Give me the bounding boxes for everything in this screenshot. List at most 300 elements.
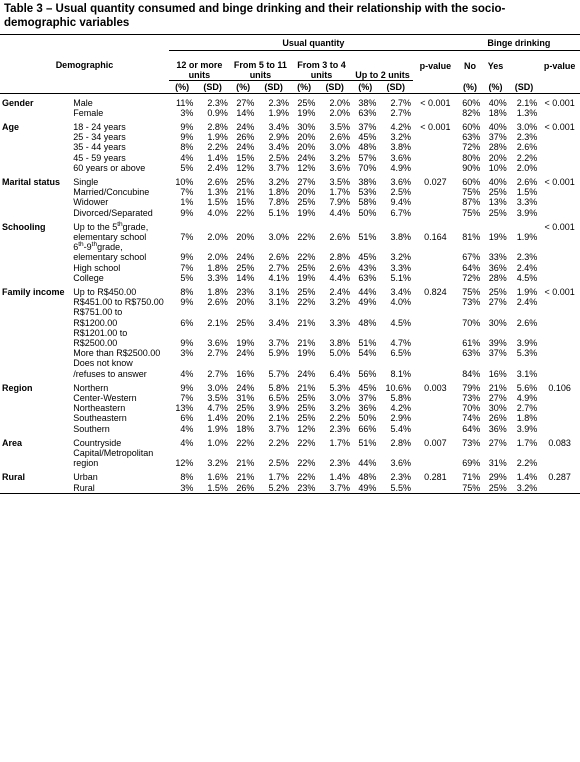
value-cell: 22% (236, 207, 255, 218)
value-cell: 2.0% (207, 231, 228, 242)
value-cell: 3.0% (268, 231, 289, 242)
value-cell: 2.3% (329, 458, 350, 469)
value-cell: 1.7% (516, 437, 538, 448)
category-cell (0, 163, 71, 173)
value-cell: 3.4% (390, 286, 412, 297)
value-cell: 6.7% (390, 207, 412, 218)
table-row (0, 173, 580, 187)
table-row (0, 263, 580, 273)
col-12more-header: 12 or more units (169, 51, 230, 81)
table-row (0, 273, 580, 283)
value-cell: 1.8% (516, 413, 538, 424)
value-cell: 1.8% (268, 187, 289, 198)
value-cell: 1.4% (207, 413, 228, 424)
value-cell: 9% (180, 252, 194, 263)
demographic-header: Demographic (55, 60, 114, 71)
value-cell (539, 132, 580, 142)
table-row (0, 307, 580, 327)
sd-header: (SD) (195, 81, 230, 94)
usual-quantity-header: Usual quantity (169, 35, 458, 51)
value-cell: 27% (297, 176, 316, 187)
value-cell: 2.2% (268, 437, 289, 448)
value-cell: 3.9% (516, 337, 538, 348)
value-cell: 3.6% (329, 162, 350, 173)
value-cell: 3.0% (516, 121, 538, 132)
value-cell: 20% (236, 413, 255, 424)
value-cell: 90% (462, 162, 481, 173)
value-cell: 1.3% (516, 107, 538, 118)
table-row (0, 379, 580, 393)
value-cell: 4.9% (390, 162, 412, 173)
value-cell (413, 132, 458, 142)
value-cell: 21% (297, 337, 316, 348)
value-cell: 19% (236, 337, 255, 348)
value-cell: 26% (488, 413, 507, 424)
table-row (0, 208, 580, 218)
table-caption: Table 3 – Usual quantity consumed and binge drinking and their relationship with the socio-demographic variables (4, 3, 506, 29)
value-cell (539, 242, 580, 262)
value-cell: 49% (358, 297, 377, 308)
value-cell: 7% (180, 262, 194, 273)
value-cell (413, 413, 458, 423)
value-cell: 45% (358, 252, 377, 263)
category-cell (0, 153, 71, 163)
value-cell: 23% (236, 286, 255, 297)
row-label: Urban (73, 472, 98, 483)
value-cell: 3.2% (509, 483, 540, 494)
table-row (0, 328, 580, 348)
value-cell: 15% (236, 197, 255, 208)
value-cell: 5.1% (390, 272, 412, 283)
value-cell: 38% (358, 176, 377, 187)
value-cell: 25% (236, 262, 255, 273)
value-cell: 1.5% (195, 483, 230, 494)
value-cell: 5.4% (390, 423, 412, 434)
value-cell: 12% (175, 458, 194, 469)
value-cell: 2.8% (390, 437, 412, 448)
value-cell: 72% (462, 142, 481, 153)
value-cell: 79% (462, 382, 481, 393)
value-cell: 3.7% (317, 483, 352, 494)
value-cell: 9% (180, 297, 194, 308)
category-cell (0, 393, 71, 403)
value-cell (539, 263, 580, 273)
row-label: Northeastern (73, 403, 126, 414)
value-cell: 75% (462, 286, 481, 297)
value-cell: 2.2% (516, 458, 538, 469)
value-cell: 6.4% (329, 368, 350, 379)
row-label: Southeastern (73, 413, 127, 424)
value-cell: 1.4% (329, 472, 350, 483)
value-cell: 2.1% (207, 317, 228, 328)
value-cell: 82% (462, 107, 481, 118)
row-label: More than R$2500.00 (73, 348, 161, 359)
value-cell: 25% (297, 97, 316, 108)
value-cell (539, 413, 580, 423)
value-cell (413, 163, 458, 173)
value-cell: 56% (358, 368, 377, 379)
table-row (0, 108, 580, 118)
value-cell (413, 393, 458, 403)
value-cell: 2.6% (207, 297, 228, 308)
value-cell: < 0.001 (544, 121, 575, 132)
binge-drinking-header: Binge drinking (458, 35, 580, 51)
value-cell (539, 348, 580, 358)
value-cell: 75% (462, 207, 481, 218)
value-cell: 1.9% (207, 132, 228, 143)
value-cell (539, 108, 580, 118)
value-cell: 74% (462, 413, 481, 424)
value-cell: 26% (230, 483, 256, 494)
value-cell: 21% (297, 317, 316, 328)
value-cell: 1.6% (207, 472, 228, 483)
row-label: Northern (73, 382, 109, 393)
value-cell: 21% (236, 187, 255, 198)
value-cell: 21% (236, 472, 255, 483)
category-cell (0, 132, 71, 142)
value-cell: 3.5% (329, 121, 350, 132)
value-cell: 60% (462, 97, 481, 108)
value-cell: 5.2% (256, 483, 291, 494)
value-cell: 57% (358, 152, 377, 163)
value-cell: 40% (488, 121, 507, 132)
value-cell: 71% (462, 472, 481, 483)
value-cell: 5.3% (329, 382, 350, 393)
category-cell (0, 142, 71, 152)
value-cell (539, 273, 580, 283)
value-cell: 2.6% (516, 317, 538, 328)
value-cell: 24% (236, 348, 255, 359)
value-cell (539, 403, 580, 413)
value-cell: 36% (358, 403, 377, 414)
value-cell: 15% (236, 152, 255, 163)
table-row (0, 153, 580, 163)
row-label: Married/Concubine (73, 187, 150, 198)
value-cell: 1.7% (329, 437, 350, 448)
value-cell: 5.1% (268, 207, 289, 218)
value-cell: 9% (180, 121, 194, 132)
row-label: Widower (73, 197, 109, 208)
row-label: Female (73, 107, 104, 118)
value-cell: 2.7% (516, 403, 538, 414)
value-cell: 70% (462, 403, 481, 414)
row-label: 25 - 34 years (73, 132, 126, 143)
value-cell: 25% (236, 176, 255, 187)
category-cell (0, 483, 71, 494)
value-cell: 58% (358, 197, 377, 208)
value-cell: 3.1% (268, 297, 289, 308)
value-cell: 4.7% (390, 337, 412, 348)
row-label: R$751.00 to R$1200.00 (73, 307, 123, 328)
value-cell: 2.0% (329, 107, 350, 118)
row-label: Center-Western (73, 392, 137, 403)
value-cell: 4% (180, 368, 194, 379)
col-5to11-header: From 5 to 11 units (230, 51, 291, 81)
row-label: 45 - 59 years (73, 152, 126, 163)
table-row (0, 403, 580, 413)
value-cell: 1.9% (516, 286, 538, 297)
category-cell: Schooling (2, 221, 46, 232)
value-cell: 20% (236, 297, 255, 308)
value-cell (413, 403, 458, 413)
category-cell (0, 328, 71, 348)
value-cell: 2.4% (329, 286, 350, 297)
value-cell (413, 448, 458, 468)
value-cell: 2.7% (207, 368, 228, 379)
category-cell (0, 197, 71, 207)
value-cell: < 0.001 (420, 97, 451, 108)
value-cell (413, 142, 458, 152)
table-row (0, 218, 580, 242)
value-cell: 9% (180, 132, 194, 143)
value-cell: < 0.001 (544, 221, 575, 232)
table-row (0, 483, 580, 494)
sd-header: (SD) (509, 81, 540, 94)
value-cell: 3.8% (390, 231, 412, 242)
value-cell: 5.0% (329, 348, 350, 359)
value-cell: 84% (462, 368, 481, 379)
value-cell: 5.8% (390, 392, 412, 403)
value-cell: 1.7% (268, 472, 289, 483)
value-cell: 3.3% (516, 197, 538, 208)
value-cell: 2.2% (329, 413, 350, 424)
value-cell: 2.8% (329, 252, 350, 263)
value-cell: 3.0% (329, 142, 350, 153)
no-header: No (464, 60, 477, 71)
value-cell: 1.0% (207, 437, 228, 448)
category-cell: Age (2, 121, 20, 132)
value-cell: 2.6% (516, 176, 538, 187)
value-cell: 29% (488, 472, 507, 483)
value-cell: 63% (462, 348, 481, 359)
value-cell: 13% (488, 197, 507, 208)
value-cell: 25% (297, 286, 316, 297)
value-cell: 3.1% (516, 368, 538, 379)
value-cell (539, 208, 580, 218)
value-cell: 4.0% (390, 297, 412, 308)
value-cell: 2.6% (329, 262, 350, 273)
value-cell: 24% (236, 252, 255, 263)
row-label: Up to R$450.00 (73, 286, 137, 297)
value-cell: 9% (180, 207, 194, 218)
value-cell: 63% (358, 272, 377, 283)
value-cell: 5.8% (268, 382, 289, 393)
value-cell: 12% (236, 162, 255, 173)
category-cell (0, 307, 71, 327)
value-cell: 60% (462, 176, 481, 187)
table-row (0, 283, 580, 297)
value-cell: 2.4% (207, 162, 228, 173)
row-label: R$451.00 to R$750.00 (73, 297, 164, 308)
value-cell: 3.8% (329, 337, 350, 348)
value-cell: 0.003 (424, 382, 447, 393)
value-cell: 64% (462, 262, 481, 273)
table-row (0, 413, 580, 423)
value-cell: 2.5% (390, 187, 412, 198)
value-cell: 2.0% (516, 162, 538, 173)
value-cell: 22% (297, 458, 316, 469)
value-cell: 14% (236, 272, 255, 283)
value-cell (413, 187, 458, 197)
value-cell: 2.2% (516, 152, 538, 163)
value-cell: 3.2% (329, 297, 350, 308)
value-cell: 2.9% (268, 132, 289, 143)
value-cell (539, 197, 580, 207)
value-cell: 48% (358, 142, 377, 153)
value-cell: 18% (236, 423, 255, 434)
value-cell: 37% (358, 121, 377, 132)
row-label: 60 years or above (73, 162, 146, 173)
value-cell: 0.9% (207, 107, 228, 118)
table-row (0, 358, 580, 378)
category-cell (0, 358, 71, 378)
value-cell: 21% (236, 458, 255, 469)
value-cell: 27% (488, 297, 507, 308)
pct-header: (%) (482, 81, 508, 94)
value-cell: 0.106 (548, 382, 571, 393)
value-cell: 72% (462, 272, 481, 283)
value-cell: 50% (358, 413, 377, 424)
row-label: Rural (71, 483, 169, 494)
value-cell (413, 197, 458, 207)
value-cell: 73% (462, 392, 481, 403)
value-cell: 22% (297, 472, 316, 483)
value-cell: 48% (358, 317, 377, 328)
value-cell: 14% (236, 107, 255, 118)
value-cell (413, 108, 458, 118)
value-cell: 1.5% (207, 197, 228, 208)
value-cell (413, 263, 458, 273)
value-cell: 19% (488, 231, 507, 242)
value-cell: 26% (236, 132, 255, 143)
value-cell: 20% (488, 152, 507, 163)
category-cell (0, 108, 71, 118)
value-cell: 25% (297, 413, 316, 424)
category-cell (0, 297, 71, 307)
row-label: College (73, 272, 104, 283)
value-cell: 19% (297, 207, 316, 218)
yes-header: Yes (487, 60, 504, 71)
value-cell: 20% (297, 132, 316, 143)
category-cell: Area (2, 437, 23, 448)
value-cell: 9% (180, 337, 194, 348)
value-cell: 22% (236, 437, 255, 448)
value-cell: 1.4% (207, 152, 228, 163)
value-cell: 3.6% (390, 152, 412, 163)
value-cell: < 0.001 (544, 97, 575, 108)
value-cell: 70% (462, 317, 481, 328)
value-cell: 2.0% (207, 252, 228, 263)
value-cell: 36% (488, 423, 507, 434)
value-cell: 21% (297, 382, 316, 393)
value-cell: 2.8% (207, 121, 228, 132)
value-cell: 36% (488, 262, 507, 273)
value-cell: 0.164 (424, 231, 447, 242)
category-cell: Marital status (2, 176, 61, 187)
category-cell (0, 424, 71, 434)
value-cell: 2.6% (268, 252, 289, 263)
value-cell: 5.5% (378, 483, 413, 494)
pct-header: (%) (291, 81, 317, 94)
value-cell: 61% (462, 337, 481, 348)
value-cell: 2.3% (516, 252, 538, 263)
value-cell (539, 187, 580, 197)
value-cell: 45% (358, 382, 377, 393)
table-row (0, 118, 580, 132)
value-cell: 5.9% (268, 348, 289, 359)
pct-header: (%) (230, 81, 256, 94)
value-cell: 2.4% (516, 297, 538, 308)
value-cell: 39% (488, 337, 507, 348)
value-cell: 4.9% (516, 392, 538, 403)
value-cell: 2.3% (268, 97, 289, 108)
value-cell: 4% (180, 152, 194, 163)
row-label: Countryside (73, 437, 122, 448)
value-cell: 4.4% (329, 272, 350, 283)
value-cell: 0.281 (424, 472, 447, 483)
value-cell: 25% (488, 286, 507, 297)
value-cell (539, 153, 580, 163)
value-cell (539, 328, 580, 348)
row-label: High school (73, 262, 121, 273)
value-cell: 45% (358, 132, 377, 143)
value-cell: 49% (352, 483, 378, 494)
value-cell (539, 358, 580, 378)
table-row (0, 93, 580, 108)
value-cell: 80% (462, 152, 481, 163)
value-cell: 73% (462, 297, 481, 308)
row-label: Capital/Metropolitan region (73, 448, 154, 469)
value-cell: 25% (488, 187, 507, 198)
value-cell: 2.1% (516, 97, 538, 108)
value-cell: 22% (297, 231, 316, 242)
value-cell: 2.7% (268, 262, 289, 273)
row-label: Up to the 5thgrade, elementary school (73, 220, 149, 242)
value-cell: 6% (180, 317, 194, 328)
value-cell: 22% (297, 437, 316, 448)
value-cell: 0.287 (548, 472, 571, 483)
value-cell: 67% (462, 252, 481, 263)
value-cell: 3.4% (268, 317, 289, 328)
value-cell (413, 273, 458, 283)
table-row (0, 448, 580, 468)
value-cell: 4.0% (207, 207, 228, 218)
value-cell: 40% (488, 97, 507, 108)
value-cell: 0.007 (424, 437, 447, 448)
row-label: Single (73, 176, 99, 187)
value-cell: 2.6% (207, 176, 228, 187)
value-cell: 48% (358, 472, 377, 483)
value-cell: 51% (358, 437, 377, 448)
value-cell: 18% (488, 107, 507, 118)
value-cell: 3.9% (268, 403, 289, 414)
value-cell: 75% (458, 483, 482, 494)
category-cell: Family income (2, 286, 65, 297)
value-cell: 24% (236, 382, 255, 393)
value-cell: 2.5% (268, 458, 289, 469)
value-cell: 25% (482, 483, 508, 494)
value-cell: 2.6% (329, 231, 350, 242)
value-cell: 3.9% (516, 207, 538, 218)
row-label: 6th-9thgrade, elementary school (73, 241, 147, 263)
value-cell: 60% (462, 121, 481, 132)
value-cell: 44% (358, 286, 377, 297)
value-cell: 0.824 (424, 286, 447, 297)
value-cell: 4.1% (268, 272, 289, 283)
value-cell: 1% (180, 197, 194, 208)
value-cell: 1.9% (207, 423, 228, 434)
value-cell: 3.0% (329, 392, 350, 403)
